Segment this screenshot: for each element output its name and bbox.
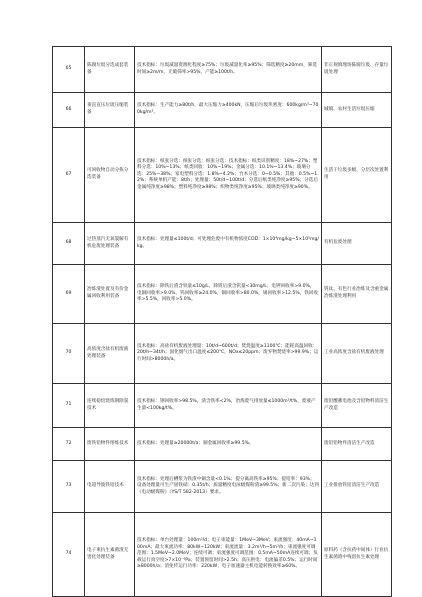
- equipment-name: 电子束抗生素菌渣无害化处理装备: [85, 513, 135, 597]
- table-body: [53, 47, 392, 597]
- technical-indicators: 技术指标：高盐有机废液处理量：10t/d~600t/d；焚烧温度≥1100℃；能耗高温回收：20t/h~34t/h；固化烟气出口温度≤200℃，NOx≤20ppm；废弃物焚烧率>99.9%；运行时间>8000h/a。: [135, 324, 322, 384]
- table-row: [53, 428, 392, 461]
- equipment-name: 冶炼渣处置及有价金属回收利用装备: [85, 265, 135, 324]
- row-number: 70: [53, 324, 85, 384]
- technical-indicators: 技术指标：处理量≥20000t/a；铜金属回收率≥99.5%。: [135, 428, 322, 461]
- table-row: [53, 513, 392, 597]
- equipment-name: 电超导波铁铅技术: [85, 461, 135, 513]
- equipment-name: 高浓度含盐有机废液处理装备: [85, 324, 135, 384]
- equipment-spec-table: [52, 46, 392, 597]
- application-scope: 城镇、农村生活垃圾压缩: [322, 93, 392, 128]
- row-number: 67: [53, 128, 85, 223]
- equipment-name: 连续稳焙烧炼钢除氯技术: [85, 384, 135, 428]
- technical-indicators: 技术指标：处理后槽浆为铁渣中铜含量<0.1%；提分离高铁率≥95%；提铅率：93%；设备处理量可生产固铁硝：0.35t/h；质量精度电泳级煤粉渣≥99.5%；新二次污染；达到《电动级煤粉》（YS/T 582-2013）要求。: [135, 461, 322, 513]
- table-row: [53, 128, 392, 223]
- table-row: [53, 223, 392, 265]
- technical-indicators: 技术指标：单台处理量：100m³/d；电子束能量：1MeV~3MeV；束流强度：40mA~100mA；最大束流功率：80kW~120kW；束流流量：3.2m³/h~5m³/h；束流强度可调范围：1.5MeV~2.0MeV；连续可调；束流强度可调范围：0.5mA~50mA连续可调；负载运行真空度>7×10⁻⁶Pa；装置预留时间>2.5h；高压供电：电流偏差0.5%；运行时间≥8000h/a；消免传运行功率：220kW；电子加速器主机电能转换效率≥60%。: [135, 513, 322, 597]
- technical-indicators: 技术指标：钢回收率>98.5%，渣含铁率<2%，冶炼废气排放量≤1000m³/t%，废液产生量<100kg/t%。: [135, 384, 322, 428]
- technical-indicators: 技术指标：垃圾减量资源化程度≥75%；垃圾减量化率≥95%；筛选精度≥20mm，筛选时间≥2m/m，无破筛率>95%，产能≥100t/h。: [135, 47, 322, 93]
- table-row: [53, 265, 392, 324]
- table-row: [53, 47, 392, 93]
- row-number: 65: [53, 47, 85, 93]
- row-number: 71: [53, 384, 85, 428]
- technical-indicators: 技术指标：处理量≤100t/d；可处理危废中有机物浓度COD：1×10⁴mg/kg~5×10⁵mg/kg。: [135, 223, 322, 265]
- row-number: 69: [53, 265, 85, 324]
- application-scope: 原料药（含抗药中间体）行业抗生素菌渣中残留抗生素处理: [322, 513, 392, 597]
- technical-indicators: 技术指标：除铁后渣含铁量≤10g/L，除钒后渣含钒量<30mg/L；电钾回收率>9.0%，电铜回收率>9.0%，钨回收率≥24.0%，铜回收率>80.0%，锡回收率>12.5%，铁回收率>5.5%，回收率>5.0%。: [135, 265, 322, 324]
- equipment-name: 陈腐垃圾分选成套装备: [85, 47, 135, 93]
- table-row: [53, 324, 392, 384]
- application-scope: 工业排放铁铅清洁生产改造: [322, 461, 392, 513]
- equipment-name: 废铁铅物件熔炼技术: [85, 428, 135, 461]
- application-scope: 废铅铅物件清洁生产改造: [322, 428, 392, 461]
- table-row: [53, 93, 392, 128]
- equipment-name: 垂直直压垃圾压缩装备: [85, 93, 135, 128]
- application-scope: 有机危废处理: [322, 223, 392, 265]
- application-scope: 非正规填埋场陈腐垃圾、存量垃圾处理: [322, 47, 392, 93]
- row-number: 72: [53, 428, 85, 461]
- row-number: 74: [53, 513, 85, 597]
- application-scope: 生活干垃圾多级、分层次处置利用: [322, 128, 392, 223]
- technical-indicators: 技术指标：生产能力≥80t/h，最大压缩力≥400kN，压缩后垃圾块密度：600kg/m³~700kg/m³。: [135, 93, 322, 128]
- table-row: [53, 384, 392, 428]
- row-number: 73: [53, 461, 85, 513]
- application-scope: 钒钛、有色行业冶炼及含重金属冶炼渣处理利用: [322, 265, 392, 324]
- application-scope: 工业高浓度含盐有机废液处理: [322, 324, 392, 384]
- application-scope: 废铅酸蓄电池及含铅物料清洁生产改造: [322, 384, 392, 428]
- equipment-name: 可回收物自动分拣分选装备: [85, 128, 135, 223]
- technical-indicators: 技术指标：纸张分选：纸张分选：纸张分选：技术指标：纸类识别精度：18%~27%；塑料分选：10%~13%；纸类回收：10%~19%；金属分选：10.1%~13.4%；玻璃分选：25%~38%；家电塑料分选：1.8%~4.2%；竹木分选：0~0.5%；其他：0.5%~1.2%；系统单机产能：8t/h；处理量：50t/d~100t/d；分选后纸类纯净度≥95%；分选后金属纯净度≥98%；塑料纯净度≥98%；织物类纯净度≥95%；玻璃类纯净度≥90%。: [135, 128, 322, 223]
- table-row: [53, 461, 392, 513]
- row-number: 66: [53, 93, 85, 128]
- equipment-name: 过热蒸汽无氧裂解有机危废处理装备: [85, 223, 135, 265]
- row-number: 68: [53, 223, 85, 265]
